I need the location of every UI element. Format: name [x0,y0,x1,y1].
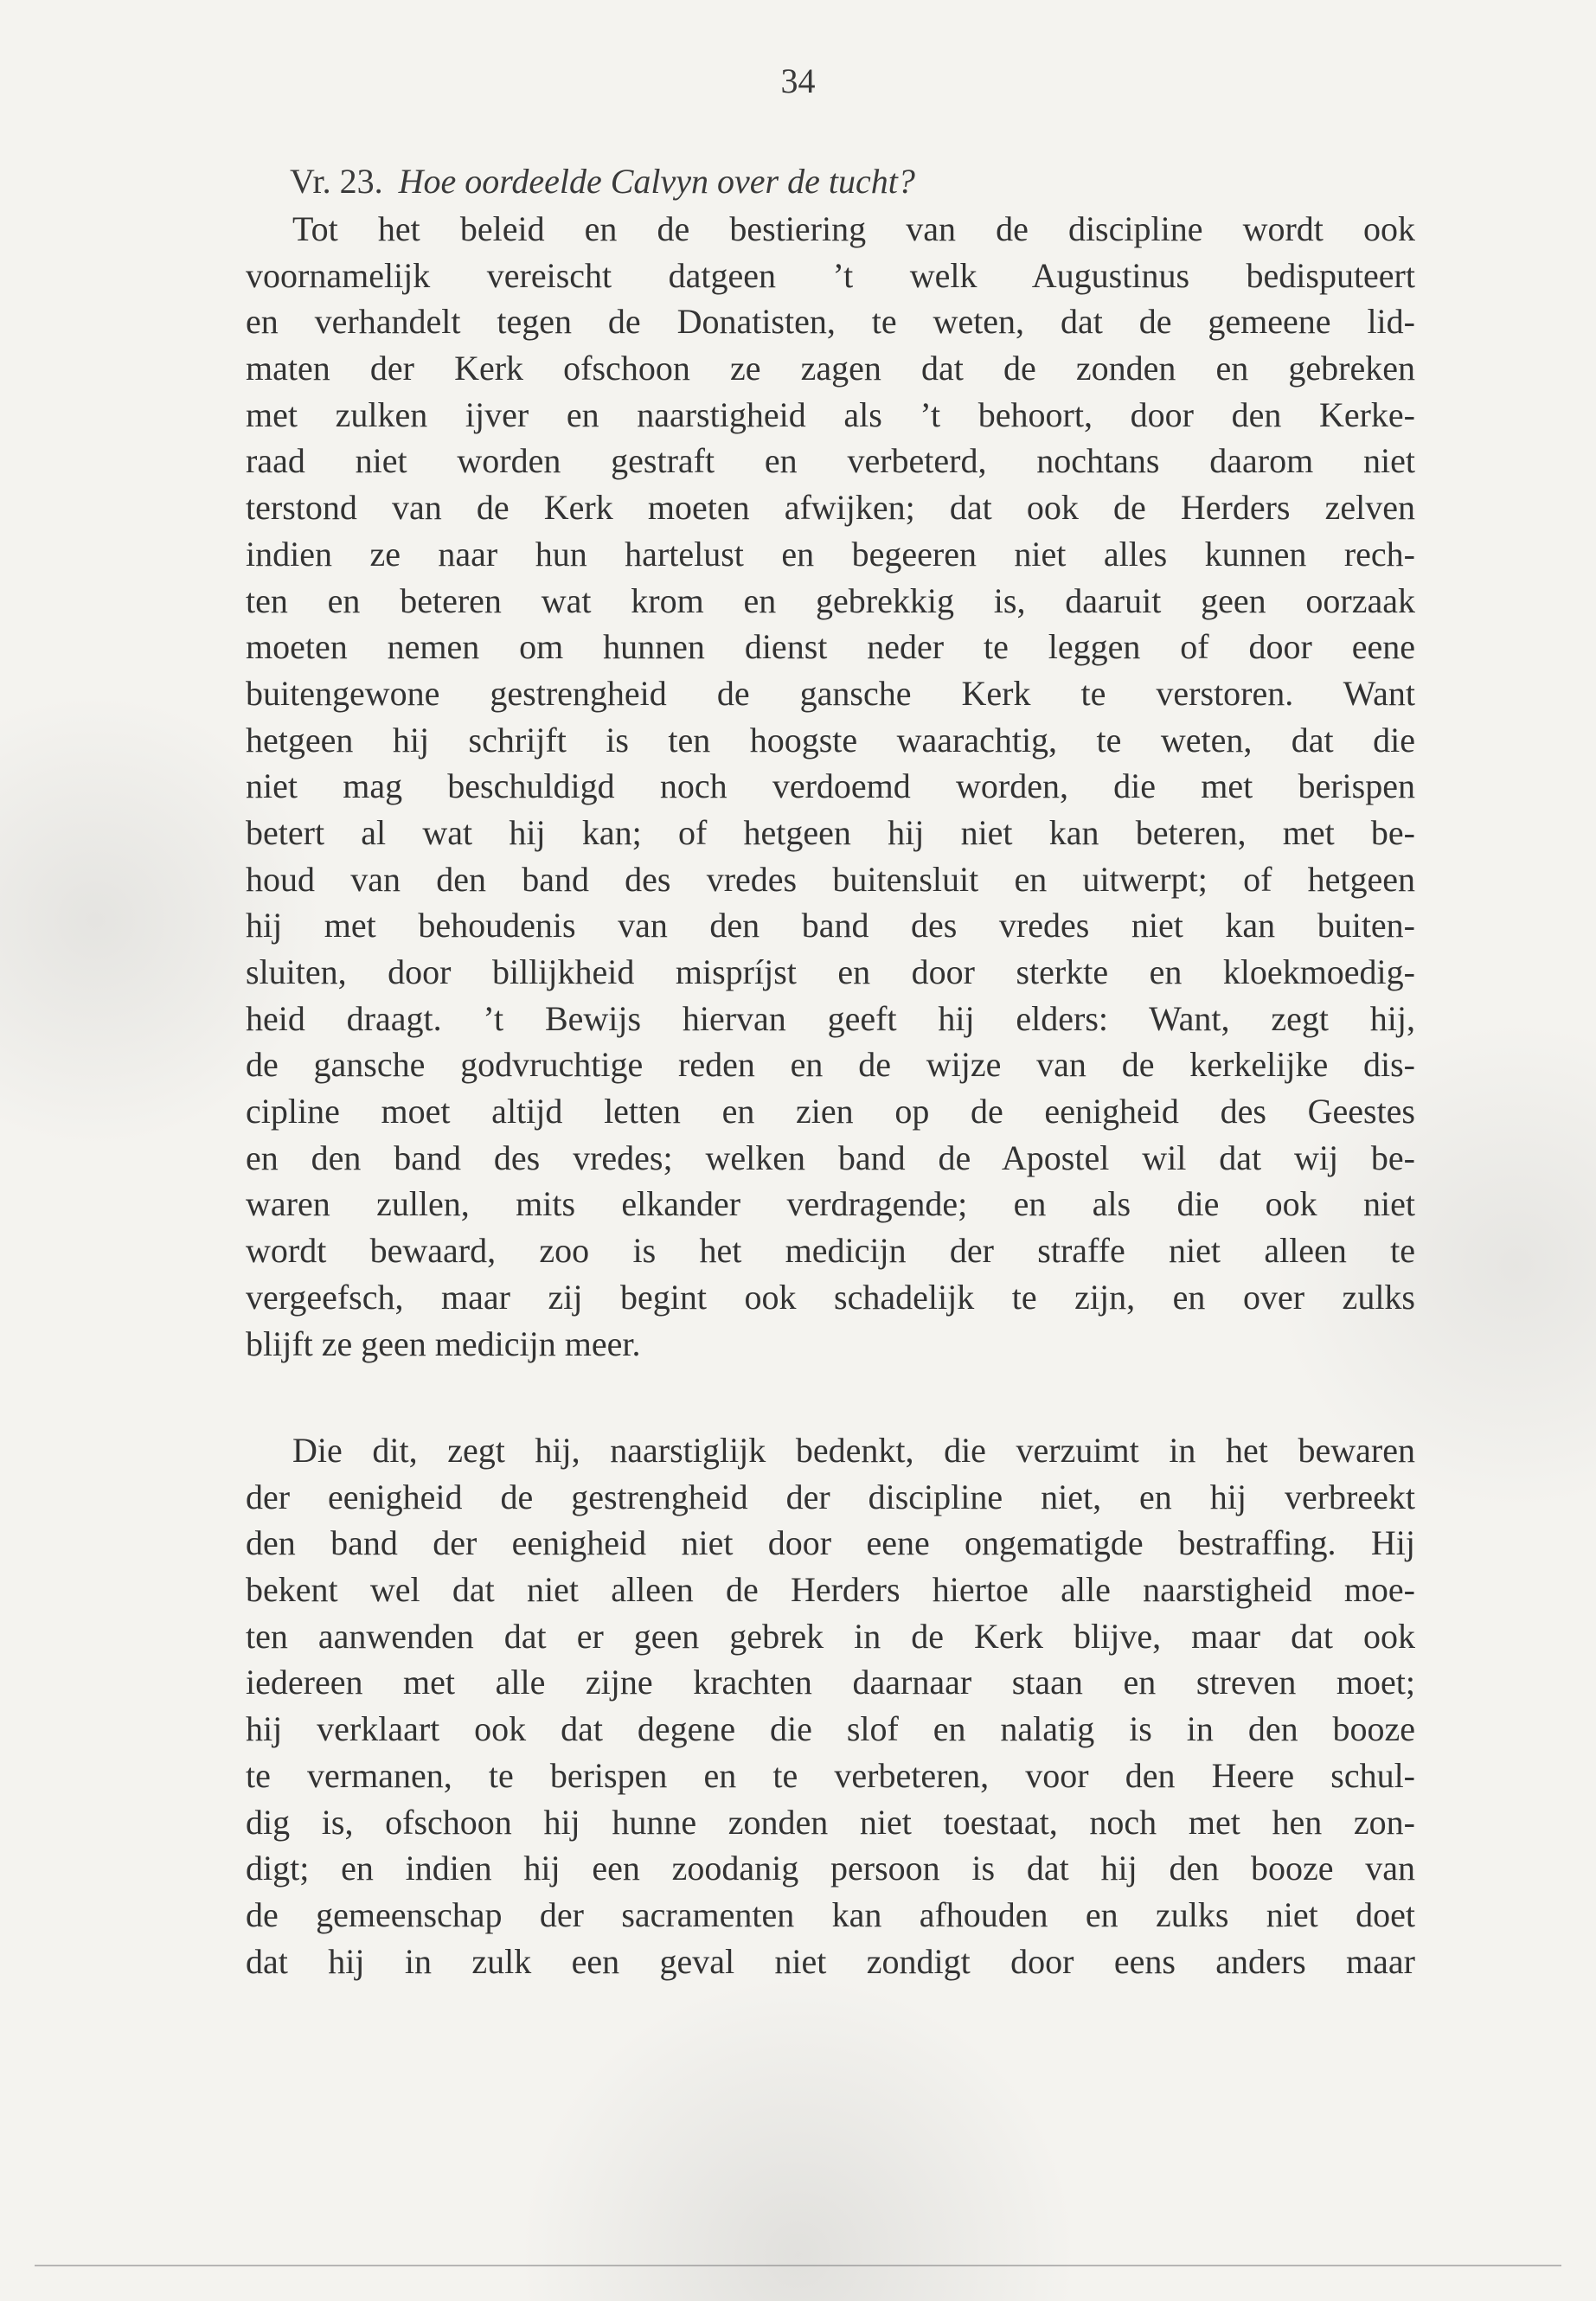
text-line: de gansche godvruchtige reden en de wijze van de kerkelijke dis- [246,1045,1415,1085]
paragraph-1 [246,206,1415,1367]
text-line: hij verklaart ook dat degene die slof en nalatig is in den booze [246,1709,1415,1749]
scan-edge-rule [35,2265,1561,2266]
text-line: indien ze naar hun hartelust en begeeren niet alles kunnen rech- [246,534,1415,574]
text-line: der eenigheid de gestrengheid der discipline niet, en hij verbreekt [246,1477,1415,1516]
text-line: dig is, ofschoon hij hunne zonden niet toestaat, noch met hen zon- [246,1802,1415,1842]
text-line: hetgeen hij schrijft is ten hoogste waarachtig, te weten, dat die [246,720,1415,760]
question-title: Hoe oordeelde Calvyn over de tucht? [398,162,915,201]
text-line: iedereen met alle zijne krachten daarnaar staan en streven moet; [246,1663,1415,1702]
text-line: maten der Kerk ofschoon ze zagen dat de zonden en gebreken [246,349,1415,388]
text-line: ten en beteren wat krom en gebrekkig is, daaruit geen oorzaak [246,580,1415,620]
text-line: en den band des vredes; welken band de Apostel wil dat wij be- [246,1138,1415,1177]
text-line: wordt bewaard, zoo is het medicijn der straffe niet alleen te [246,1231,1415,1271]
text-line: bekent wel dat niet alleen de Herders hiertoe alle naarstigheid moe- [246,1570,1415,1610]
text-line: terstond van de Kerk moeten afwijken; dat ook de Herders zelven [246,488,1415,528]
text-line: heid draagt. ’t Bewijs hiervan geeft hij elders: Want, zegt hij, [246,998,1415,1038]
text-line: waren zullen, mits elkander verdragende; en als die ook niet [246,1184,1415,1224]
question-label: Vr. 23. [290,162,383,201]
text-line: de gemeenschap der sacramenten kan afhouden en zulks niet doet [246,1894,1415,1934]
page-number: 34 [780,61,816,100]
text-line: Tot het beleid en de bestiering van de discipline wordt ook [292,209,1415,248]
text-line: cipline moet altijd letten en zien op de eenigheid des Geestes [246,1092,1415,1131]
text-line: voornamelijk vereischt datgeen ’t welk Augustinus bedisputeert [246,255,1415,295]
text-line: ten aanwenden dat er geen gebrek in de Kerk blijve, maar dat ook [246,1616,1415,1656]
text-line: betert al wat hij kan; of hetgeen hij niet kan beteren, met be- [246,812,1415,852]
text-line: te vermanen, te berispen en te verbeteren, voor den Heere schul- [246,1755,1415,1795]
text-line: buitengewone gestrengheid de gansche Kerk te verstoren. Want [246,673,1415,713]
text-line: den band der eenigheid niet door eene ongematigde bestraffing. Hij [246,1523,1415,1563]
text-line: hij met behoudenis van den band des vredes niet kan buiten- [246,906,1415,945]
text-line: blijft ze geen medicijn meer. [246,1324,641,1363]
text-line: dat hij in zulk een geval niet zondigt door eens anders maar [246,1941,1415,1981]
text-line: vergeefsch, maar zij begint ook schadelijk te zijn, en over zulks [246,1277,1415,1317]
text-line: digt; en indien hij een zoodanig persoon is dat hij den booze van [246,1849,1415,1888]
text-line: met zulken ijver en naarstigheid als ’t behoort, door den Kerke- [246,394,1415,434]
paragraph-2 [246,1427,1415,1984]
text-line: sluiten, door billijkheid mispríjst en door sterkte en kloekmoedig- [246,952,1415,991]
text-line: houd van den band des vredes buitensluit en uitwerpt; of hetgeen [246,859,1415,899]
text-line: en verhandelt tegen de Donatisten, te weten, dat de gemeene lid- [246,302,1415,342]
text-line: Die dit, zegt hij, naarstiglijk bedenkt, die verzuimt in het bewaren [292,1431,1415,1470]
text-line: niet mag beschuldigd noch verdoemd worden, die met berispen [246,766,1415,806]
question-heading [290,161,915,202]
text-line: moeten nemen om hunnen dienst neder te leggen of door eene [246,627,1415,667]
text-line: raad niet worden gestraft en verbeterd, nochtans daarom niet [246,441,1415,481]
